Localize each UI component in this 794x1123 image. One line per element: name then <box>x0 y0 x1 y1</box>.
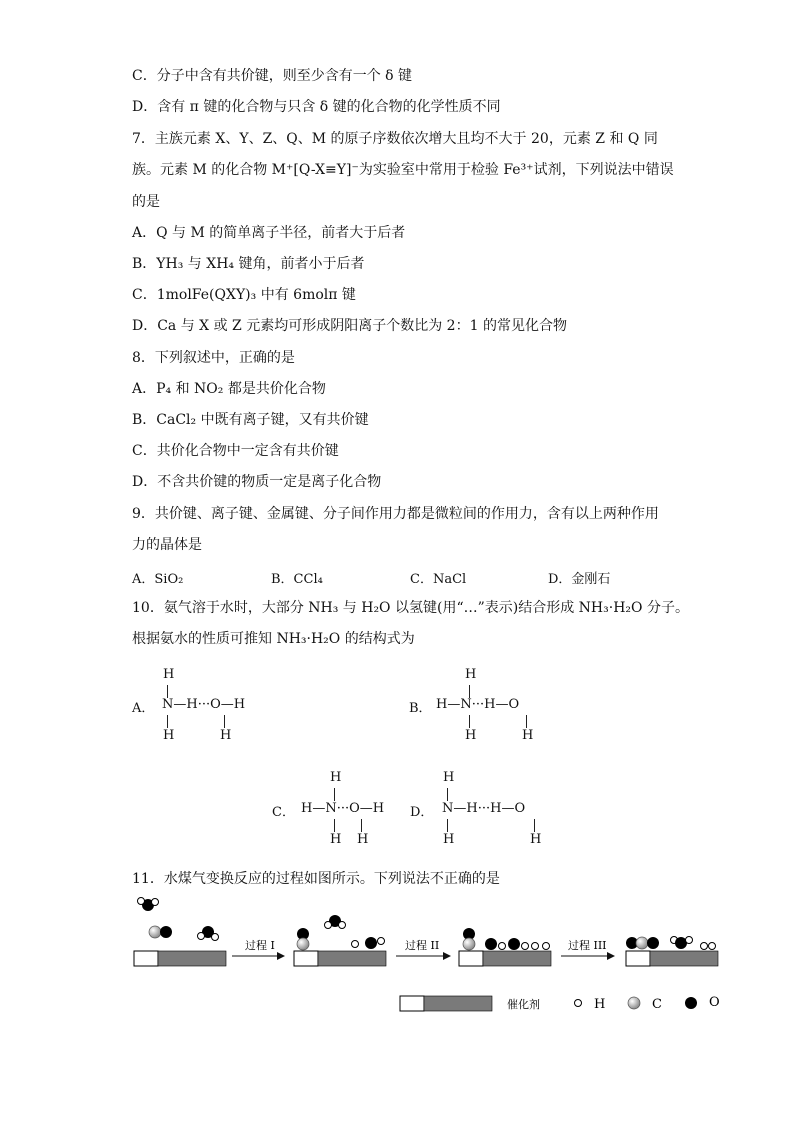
q11-stem: 11．水煤气变换反应的过程如图所示。下列说法不正确的是 <box>132 871 500 887</box>
process-1-label: 过程 I <box>245 939 275 952</box>
structure-d-top-h: H <box>443 770 455 785</box>
structure-d-bottom-h1: H <box>443 832 455 847</box>
structure-a-label: A． <box>132 701 155 716</box>
q7-option-d: D．Ca 与 X 或 Z 元素均可形成阴阳离子个数比为 2：1 的常见化合物 <box>132 318 567 334</box>
legend-o-label: O <box>709 995 720 1010</box>
catalyst-block <box>134 951 226 966</box>
structure-b-main-row: H—N···H—O <box>436 697 520 712</box>
stage-after-process-3 <box>626 937 718 967</box>
q8-option-b: B．CaCl₂ 中既有离子键，又有共价键 <box>132 412 369 428</box>
q9-option-b: B．CCl₄ <box>271 572 323 587</box>
stage-after-process-2 <box>459 928 551 966</box>
legend-c-swatch <box>628 997 640 1009</box>
q9-stem-line2: 力的晶体是 <box>132 537 202 553</box>
catalyst-block <box>459 951 551 966</box>
q9-option-c: C．NaCl <box>410 572 467 587</box>
structure-b-bottom-h1: H <box>465 728 477 743</box>
stage-initial <box>134 898 226 967</box>
q9-option-d: D．金刚石 <box>548 572 611 587</box>
stage-after-process-1 <box>294 915 386 966</box>
q10-stem-line2: 根据氨水的性质可推知 NH₃·H₂O 的结构式为 <box>132 631 415 647</box>
q7-stem-line1: 7．主族元素 X、Y、Z、Q、M 的原子序数依次增大且均不大于 20，元素 Z 和 Q 同 <box>132 131 658 147</box>
catalyst-block <box>626 951 718 966</box>
structure-d-bottom-h2: H <box>530 832 542 847</box>
legend-catalyst-label: 催化剂 <box>507 998 540 1011</box>
q8-stem: 8．下列叙述中，正确的是 <box>132 350 295 366</box>
q10-stem-line1: 10．氨气溶于水时，大部分 NH₃ 与 H₂O 以氢键(用“…”表示)结合形成 NH₃·H₂O 分子。 <box>132 600 689 616</box>
structure-c-bottom-h2: H <box>357 832 369 847</box>
structure-a-bottom-h2: H <box>220 728 232 743</box>
water-molecule <box>325 915 346 929</box>
q8-option-d: D．不含共价键的物质一定是离子化合物 <box>132 474 382 490</box>
structure-a-top-h: H <box>163 667 175 682</box>
structure-a-main-row: N—H···O—H <box>162 697 246 712</box>
structure-c-top-h: H <box>330 770 342 785</box>
structure-b-bottom-h2: H <box>522 728 534 743</box>
legend-o-swatch <box>685 997 697 1009</box>
structure-c-main-row: H—N···O—H <box>301 801 385 816</box>
legend-h-swatch <box>575 1000 582 1007</box>
q6-option-d: D．含有 π 键的化合物与只含 δ 键的化合物的化学性质不同 <box>132 99 501 115</box>
structure-b-top-h: H <box>465 667 477 682</box>
structure-b-label: B． <box>409 701 432 716</box>
co-molecule <box>149 926 172 938</box>
catalyst-block <box>294 951 386 966</box>
legend-catalyst-swatch <box>400 996 424 1011</box>
q7-option-b: B．YH₃ 与 XH₄ 键角，前者小于后者 <box>132 256 365 272</box>
legend-c-label: C <box>652 997 662 1012</box>
water-molecule <box>138 898 159 912</box>
process-3-label: 过程 III <box>568 939 607 952</box>
q7-stem-line3: 的是 <box>132 194 160 210</box>
q8-option-c: C．共价化合物中一定含有共价键 <box>132 443 339 459</box>
structure-d-main-row: N—H···H—O <box>442 801 526 816</box>
q9-option-a: A．SiO₂ <box>132 572 184 587</box>
q7-stem-line2: 族。元素 M 的化合物 M⁺[Q-X≡Y]⁻为实验室中常用于检验 Fe³⁺试剂，下列说法中错误 <box>132 162 674 178</box>
legend-h-label: H <box>594 997 606 1012</box>
q7-option-c: C．1molFe(QXY)₃ 中有 6molπ 键 <box>132 287 356 303</box>
structure-d-label: D． <box>410 805 434 820</box>
water-molecule <box>198 926 219 941</box>
diagram-legend <box>400 995 720 1012</box>
structure-a-bottom-h1: H <box>163 728 175 743</box>
q6-option-c: C．分子中含有共价键，则至少含有一个 δ 键 <box>132 68 413 84</box>
q7-option-a: A．Q 与 M 的简单离子半径，前者大于后者 <box>132 225 406 241</box>
structure-c-bottom-h1: H <box>330 832 342 847</box>
q8-option-a: A．P₄ 和 NO₂ 都是共价化合物 <box>132 381 326 397</box>
structure-c-label: C． <box>272 805 295 820</box>
q9-stem-line1: 9．共价键、离子键、金属键、分子间作用力都是微粒间的作用力，含有以上两种作用 <box>132 506 659 522</box>
process-2-label: 过程 II <box>405 939 440 952</box>
